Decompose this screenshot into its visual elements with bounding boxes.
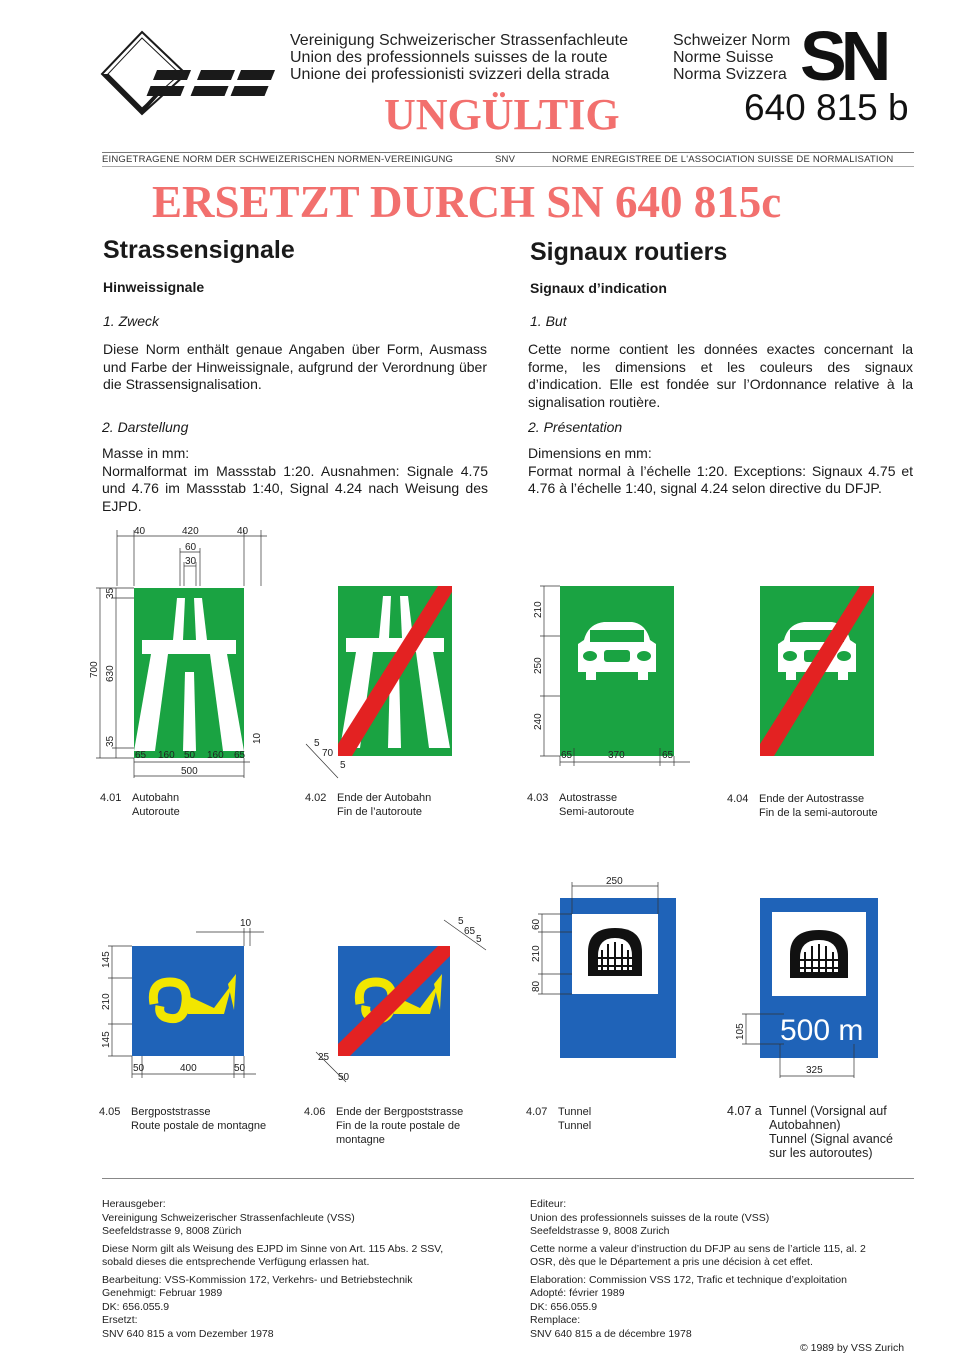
sign-4-02-drawing bbox=[300, 580, 460, 780]
sign-4-07-drawing bbox=[526, 870, 696, 1064]
caption-4-05 bbox=[99, 1105, 299, 1135]
sign-4-03-drawing bbox=[524, 580, 694, 770]
dim-4-05-bottom-400: 400 bbox=[180, 1063, 197, 1074]
dim-4-01-bottom-160a: 160 bbox=[158, 750, 175, 761]
footer-fr-line-1: Union des professionnels suisses de la route (VSS) bbox=[530, 1211, 770, 1224]
dim-4-06-top-65: 65 bbox=[464, 926, 476, 937]
dim-4-07a-left-105: 105 bbox=[735, 1023, 746, 1040]
caption-4-07-fr: Tunnel bbox=[558, 1120, 592, 1132]
dim-4-01-left-bottom: 35 bbox=[105, 735, 116, 747]
footer-de-line-11: SNV 640 815 a vom Dezember 1978 bbox=[102, 1327, 274, 1340]
caption-4-05-number: 4.05 bbox=[99, 1106, 121, 1118]
section-2-heading-de: 2. Darstellung bbox=[102, 419, 189, 435]
standard-type-fr: Norme Suisse bbox=[673, 49, 774, 66]
dim-4-06-bottom-25: 25 bbox=[318, 1052, 330, 1063]
dim-4-01-inner-30: 30 bbox=[185, 556, 197, 567]
dim-4-01-top-right: 40 bbox=[237, 526, 249, 537]
dim-4-07-left-60: 60 bbox=[531, 918, 542, 930]
caption-4-06-number: 4.06 bbox=[304, 1106, 326, 1118]
org-name-it: Unione dei professionisti svizzeri della strada bbox=[290, 66, 610, 83]
dim-4-01-bottom-65b: 65 bbox=[234, 750, 246, 761]
dim-4-07-top-250: 250 bbox=[606, 876, 623, 887]
footer-fr-line-5: OSR, dès que le Département a pris une décision à cet effet. bbox=[530, 1256, 813, 1268]
org-name-fr: Union des professionnels suisses de la route bbox=[290, 49, 608, 66]
end-of-expressway-sign-icon bbox=[760, 586, 874, 756]
dim-4-01-total-width: 500 bbox=[181, 766, 198, 777]
dim-4-01-bottom-160b: 160 bbox=[207, 750, 224, 761]
footer-fr-line-10: Remplace: bbox=[530, 1314, 581, 1326]
dim-4-01-top-left: 40 bbox=[134, 526, 146, 537]
section-2-text-de bbox=[102, 445, 488, 515]
dim-4-05-left-145a: 145 bbox=[101, 951, 112, 968]
footer-de-line-2: Seefeldstrasse 9, 8008 Zürich bbox=[102, 1225, 242, 1237]
dim-4-05-top-right-10: 10 bbox=[240, 918, 252, 929]
caption-4-01 bbox=[100, 791, 290, 821]
footer-fr-line-2: Seefeldstrasse 9, 8008 Zurich bbox=[530, 1225, 670, 1237]
dim-4-01-inner-60: 60 bbox=[185, 542, 197, 553]
footer-de-line-4: Diese Norm gilt als Weisung des EJPD im Sinne von Art. 115 Abs. 2 SSV, bbox=[102, 1242, 444, 1255]
dim-4-05-left-145b: 145 bbox=[101, 1031, 112, 1048]
caption-4-02-number: 4.02 bbox=[305, 792, 327, 804]
scale-paragraph-fr: Format normal à l’échelle 1:20. Exceptions: Signaux 4.75 et 4.76 à l’échelle 1:40, signal 4.24 selon directive du DFJP. bbox=[528, 462, 913, 496]
dim-4-05-bottom-50b: 50 bbox=[234, 1063, 246, 1074]
dim-4-02-diag-5b: 5 bbox=[340, 760, 346, 771]
footer-de-line-0: Herausgeber: bbox=[102, 1198, 166, 1210]
vss-logo bbox=[100, 28, 282, 116]
dim-4-01-total-height: 700 bbox=[89, 661, 100, 678]
caption-4-04-number: 4.04 bbox=[727, 793, 749, 805]
footer-fr-line-7: Elaboration: Commission VSS 172, Trafic et technique d’exploitation bbox=[530, 1273, 847, 1286]
dim-4-05-bottom-50a: 50 bbox=[133, 1063, 145, 1074]
motorway-sign-icon bbox=[134, 588, 244, 758]
footer-de-line-8: Genehmigt: Februar 1989 bbox=[102, 1287, 223, 1299]
subtitle-fr: Signaux d’indication bbox=[530, 280, 667, 296]
replaced-stamp: ERSETZT DURCH SN 640 815c bbox=[152, 177, 782, 227]
sign-4-04-drawing bbox=[750, 580, 890, 770]
footer-de-line-5: sobald dieses die entsprechende Verfügung erlassen hat. bbox=[102, 1256, 370, 1268]
footer-rule bbox=[102, 1178, 914, 1179]
standard-number: 640 815 b bbox=[744, 87, 909, 128]
dim-4-07-left-210: 210 bbox=[531, 945, 542, 962]
dim-4-03-bottom-370: 370 bbox=[608, 750, 625, 761]
dim-4-02-diag-5a: 5 bbox=[314, 738, 320, 749]
registered-de: EINGETRAGENE NORM DER SCHWEIZERISCHEN NORMEN-VEREINIGUNG bbox=[102, 154, 454, 165]
standard-type-de: Schweizer Norm bbox=[673, 32, 791, 49]
sign-4-05-drawing bbox=[96, 912, 276, 1082]
caption-4-06-fr-cont: montagne bbox=[336, 1134, 385, 1146]
caption-4-02-de: Ende der Autobahn bbox=[337, 792, 432, 804]
caption-4-01-de: Autobahn bbox=[132, 792, 180, 804]
caption-4-06-fr: Fin de la route postale de bbox=[336, 1120, 461, 1132]
standard-type-it: Norma Svizzera bbox=[673, 66, 787, 83]
dim-4-03-left-250: 250 bbox=[533, 657, 544, 674]
distance-plate-500m: 500 m bbox=[780, 1014, 864, 1047]
units-line-fr: Dimensions en mm: bbox=[528, 445, 652, 461]
postal-horn-sign-icon bbox=[132, 946, 244, 1056]
caption-4-03-number: 4.03 bbox=[527, 792, 549, 804]
dim-4-01-bottom-50: 50 bbox=[184, 750, 196, 761]
expressway-car-sign-icon bbox=[560, 586, 674, 756]
header-rule bbox=[102, 152, 914, 153]
dim-4-01-bottom-65a: 65 bbox=[135, 750, 147, 761]
dim-4-05-left-210: 210 bbox=[101, 993, 112, 1010]
caption-4-07a-number: 4.07 a bbox=[727, 1104, 762, 1118]
copyright: © 1989 by VSS Zurich bbox=[800, 1342, 905, 1354]
subtitle-de: Hinweissignale bbox=[103, 279, 205, 295]
caption-4-03 bbox=[527, 791, 717, 821]
dim-4-06-top-5a: 5 bbox=[458, 916, 464, 927]
footer-fr-line-8: Adopté: février 1989 bbox=[530, 1287, 625, 1299]
caption-4-06 bbox=[304, 1105, 504, 1149]
units-line-de: Masse in mm: bbox=[102, 445, 190, 461]
section-1-heading-fr: 1. But bbox=[530, 313, 567, 329]
caption-4-07-de: Tunnel bbox=[558, 1106, 592, 1118]
footer-de-line-1: Vereinigung Schweizerischer Strassenfachleute (VSS) bbox=[102, 1211, 355, 1224]
caption-4-07a-fr: Tunnel (Signal avancé bbox=[769, 1132, 893, 1146]
caption-4-04-de: Ende der Autostrasse bbox=[759, 793, 865, 805]
caption-4-03-de: Autostrasse bbox=[559, 792, 618, 804]
dim-4-02-diag-70: 70 bbox=[322, 748, 334, 759]
caption-4-05-de: Bergpoststrasse bbox=[131, 1106, 211, 1118]
tunnel-sign-icon bbox=[560, 898, 676, 1058]
caption-4-07a-de-cont: Autobahnen) bbox=[769, 1118, 841, 1132]
sign-4-01-drawing bbox=[82, 522, 282, 780]
dim-4-01-left-mid: 630 bbox=[105, 665, 116, 682]
dim-4-03-left-240: 240 bbox=[533, 713, 544, 730]
footer-fr-line-4: Cette norme a valeur d’instruction du DFJP au sens de l’article 115, al. 2 bbox=[530, 1242, 866, 1255]
caption-4-03-fr: Semi-autoroute bbox=[559, 806, 635, 818]
end-of-motorway-sign-icon bbox=[338, 586, 452, 756]
sign-4-06-drawing bbox=[300, 910, 496, 1090]
footer-fr bbox=[530, 1198, 866, 1341]
dim-4-06-bottom-50: 50 bbox=[338, 1072, 350, 1083]
scale-paragraph-de: Normalformat im Massstab 1:20. Ausnahmen: Signale 4.75 und 4.76 im Massstab 1:40, Signal 4.24 nach Weisung des EJPD. bbox=[102, 462, 488, 514]
footer-de bbox=[102, 1198, 443, 1341]
caption-4-02-fr: Fin de l’autoroute bbox=[337, 806, 422, 818]
caption-4-04-fr: Fin de la semi-autoroute bbox=[759, 807, 878, 819]
caption-4-07a-de: Tunnel (Vorsignal auf bbox=[769, 1104, 887, 1118]
section-2-heading-fr: 2. Présentation bbox=[528, 419, 623, 435]
footer-de-line-9: DK: 656.055.9 bbox=[102, 1300, 170, 1313]
org-name-de: Vereinigung Schweizerischer Strassenfachleute bbox=[290, 32, 628, 49]
sn-logo: SN bbox=[800, 17, 886, 95]
dim-4-01-left-top: 35 bbox=[105, 587, 116, 599]
tunnel-advance-sign-icon bbox=[760, 898, 878, 1058]
footer-fr-line-9: DK: 656.055.9 bbox=[530, 1300, 598, 1313]
caption-4-07a bbox=[727, 1104, 917, 1162]
section-1-text-de bbox=[103, 341, 487, 394]
dim-4-03-bottom-65b: 65 bbox=[662, 750, 674, 761]
registered-fr: NORME ENREGISTREE DE L'ASSOCIATION SUISSE DE NORMALISATION bbox=[552, 154, 894, 165]
section-1-paragraph-fr: Cette norme contient les données exactes concernant la forme, les dimensions et les couleurs des signaux d’indication. Elle est fondée sur l’Ordonnance relative à la signalisation routière. bbox=[528, 341, 913, 410]
registered-snv: SNV bbox=[495, 154, 516, 165]
section-1-paragraph-de: Diese Norm enthält genaue Angaben über Form, Ausmass und Farbe der Hinweissignale, aufgrund der Verordnung über die Strassensignalisation. bbox=[103, 341, 487, 392]
section-2-text-fr bbox=[528, 445, 913, 498]
caption-4-06-de: Ende der Bergpoststrasse bbox=[336, 1106, 464, 1118]
caption-4-07 bbox=[526, 1105, 676, 1135]
caption-4-02 bbox=[305, 791, 505, 821]
dim-4-01-right-10: 10 bbox=[252, 732, 263, 744]
section-1-text-fr bbox=[528, 341, 913, 411]
footer-fr-line-0: Editeur: bbox=[530, 1198, 567, 1210]
dim-4-03-bottom-65a: 65 bbox=[561, 750, 573, 761]
caption-4-05-fr: Route postale de montagne bbox=[131, 1120, 267, 1132]
invalid-stamp: UNGÜLTIG bbox=[384, 90, 620, 139]
caption-4-01-fr: Autoroute bbox=[132, 806, 180, 818]
end-of-postal-road-sign-icon bbox=[338, 946, 450, 1056]
caption-4-01-number: 4.01 bbox=[100, 792, 122, 804]
dim-4-07-left-80: 80 bbox=[531, 980, 542, 992]
section-1-heading-de: 1. Zweck bbox=[103, 313, 160, 329]
caption-4-04 bbox=[727, 792, 917, 822]
caption-4-07-number: 4.07 bbox=[526, 1106, 548, 1118]
dim-4-03-left-210: 210 bbox=[533, 601, 544, 618]
organisation-names bbox=[290, 32, 628, 83]
title-de: Strassensignale bbox=[103, 236, 295, 264]
footer-fr-line-11: SNV 640 815 a de décembre 1978 bbox=[530, 1327, 692, 1340]
footer-de-line-7: Bearbeitung: VSS-Kommission 172, Verkehrs- und Betriebstechnik bbox=[102, 1273, 413, 1286]
dim-4-07a-bottom-325: 325 bbox=[806, 1065, 823, 1076]
sign-4-07a-drawing bbox=[724, 894, 894, 1082]
footer-de-line-10: Ersetzt: bbox=[102, 1314, 138, 1326]
standard-type bbox=[673, 32, 790, 83]
dim-4-06-top-5b: 5 bbox=[476, 934, 482, 945]
title-fr: Signaux routiers bbox=[530, 238, 728, 266]
dim-4-01-top-mid: 420 bbox=[182, 526, 199, 537]
caption-4-07a-fr-cont: sur les autoroutes) bbox=[769, 1146, 873, 1160]
header-rule-2 bbox=[102, 166, 914, 167]
